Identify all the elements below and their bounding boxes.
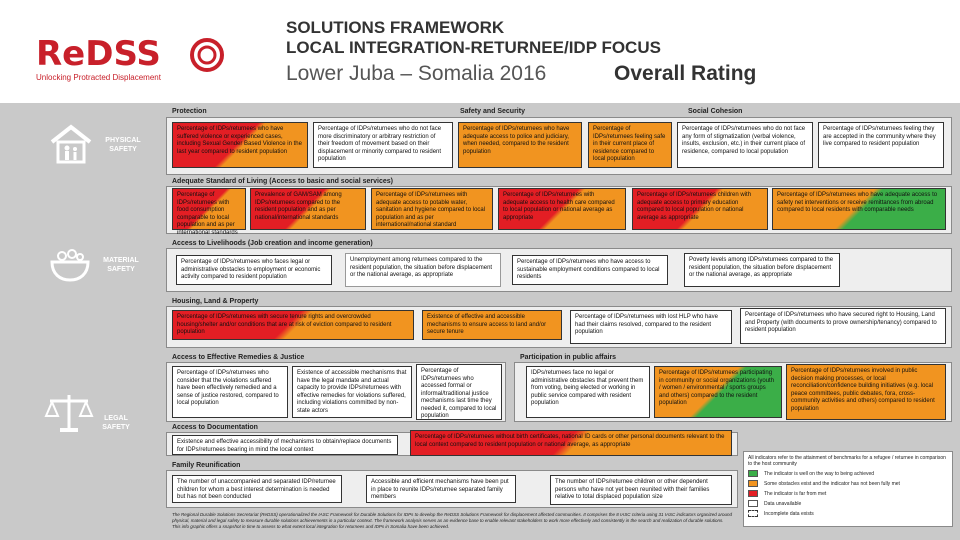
legend-item-dashed: [748, 510, 948, 517]
indicator-card: Existence of effective and accessible mechanisms to ensure access to land and/or secure tenure: [422, 310, 562, 340]
indicator-card: Percentage of IDPs/returnees with lost HLP who have had their claims resolved, compared to the resident population: [570, 310, 732, 344]
food-bowl-icon: [48, 246, 92, 282]
indicator-card: Percentage of IDPs/returnees feeling safe in their current place of residence compared to local population: [588, 122, 672, 168]
title-line-1: SOLUTIONS FRAMEWORK: [286, 18, 505, 37]
indicator-card: Percentage of IDPs/returnees without birth certificates, national ID cards or other personal documents relevant to the local context compared to resident population or national average, as appropriate: [410, 430, 732, 456]
footer-note: The Regional Durable Solutions Secretariat (ReDSS) operationalized the IASC Framework for Durable Solutions for IDPs to develop the ReDSS Solutions Framework for displacement affected communities. It comprises the 8 IASC criteria using 31 IASC indicators organized around physical, material and legal safety to measure durable solutions achievements in a particular context. The framework analysis serves as an evidence base to enable relevant stakeholders to work more effectively and consistently in the search and realization of durable solutions. This info graphic offers a snapshot in time to assess to what extent local integration for returnees and IDPs in Somalia have been achieved.: [172, 512, 733, 529]
legend-item-green: [748, 470, 948, 477]
indicator-card: Percentage of IDPs/returnees who do not face more discriminatory or arbitrary restriction of their freedom of movement based on their displacement or minority compared to resident population: [313, 122, 453, 168]
indicator-card: Accessible and efficient mechanisms have been put in place to reunite IDPs/returnee separated family members: [366, 475, 516, 503]
indicator-card: Percentage of IDPs/returnees who have access to sustainable employment conditions compared to local residents: [512, 255, 668, 285]
legend-intro: All indicators refer to the attainment of benchmarks for a refugee / returnee in comparison to the host community: [748, 455, 946, 467]
indicator-card: Percentage of IDPs/returnees with adequate access to potable water, sanitation and hygiene compared to local population and as per international/national standard: [371, 188, 493, 230]
indicator-card: Percentage of IDPs/returnees participating in community or social organizations (youth / women / environmental / sports groups and others) compared to the resident population: [654, 366, 782, 418]
subhead-hlp: Housing, Land & Property: [172, 298, 259, 305]
indicator-card: Percentage of IDPs/returnees involved in public decision making processes, or local reconciliation/confidence building initiatives (e.g. local peace committees, public debates, fora, cross-community activities and others) compared to resident population: [786, 364, 946, 420]
indicator-card: Percentage of IDPs/returnees who have adequate access to police and judiciary, when needed, compared to the resident population: [458, 122, 582, 168]
legend-item-white: [748, 500, 948, 507]
legend-label: The indicator is well on the way to being achieved: [764, 470, 875, 477]
location-title: Lower Juba – Somalia 2016: [286, 62, 547, 85]
legend-swatch-orange: [748, 480, 758, 487]
logo-tagline: Unlocking Protracted Displacement: [36, 73, 161, 82]
indicator-card: Percentage of IDPs/returnees who faces legal or administrative obstacles to employment or economic activity compared to resident population: [176, 255, 332, 285]
indicator-card: Percentage of IDPs/returnees with adequate access to health care compared to local population or national average as appropriate: [498, 188, 626, 230]
indicator-card: The number of unaccompanied and separated IDP/returnee children for whom a best interest determination is needed but has not been conducted: [172, 475, 342, 503]
subhead-adequate-standard: Adequate Standard of Living (Access to basic and social services): [172, 178, 393, 185]
subhead-social-cohesion: Social Cohesion: [688, 108, 743, 115]
indicator-card: Percentage of IDPs/returnees with secure tenure rights and overcrowded housing/shelter and/or conditions that are at risk of eviction compared to resident population: [172, 310, 414, 340]
indicator-card: Percentage of IDPs/returnees children with adequate access to primary education compared to local population or national average as appropriate: [632, 188, 768, 230]
legend-swatch-dashed: [748, 510, 758, 517]
legend-swatch-green: [748, 470, 758, 477]
legend-swatch-white: [748, 500, 758, 507]
legend-item-red: [748, 490, 948, 497]
physical-safety-label: PHYSICAL SAFETY: [105, 137, 141, 153]
legend-label: The indicator is far from met: [764, 490, 827, 497]
indicator-card: Existence and effective accessibility of mechanisms to obtain/replace documents for IDPs/returnees bearing in mind the local context: [172, 435, 398, 455]
indicator-card: Unemployment among returnees compared to the resident population, the situation before displacement or the national average, as appropriate: [345, 253, 501, 287]
legend-label: Incomplete data exists: [764, 510, 814, 517]
legal-safety-label: LEGAL SAFETY: [102, 415, 130, 431]
subhead-protection: Protection: [172, 108, 207, 115]
subhead-remedies: Access to Effective Remedies & Justice: [172, 354, 305, 361]
indicator-card: Percentage of IDPs/returnees who do not face any form of stigmatization (verbal violence, insults, exclusion, etc.) in their current place of residence, compared to local population: [677, 122, 813, 168]
indicator-card: The number of IDPs/returnee children or other dependent persons who have not yet been reunited with their families relative to total displaced population size: [550, 475, 732, 505]
logo-word: ReDSS: [36, 34, 161, 74]
scales-of-justice-icon: [44, 392, 94, 434]
legend-label: Data unavailable: [764, 500, 802, 507]
indicator-card: Prevalence of GAM/SAM among IDPs/returnees compared to the resident population and as per national/international standards: [250, 188, 366, 230]
legend-swatch-red: [748, 490, 758, 497]
header: [0, 0, 960, 103]
indicator-card: Percentage of IDPs/returnees who have secured right to Housing, Land and Property (with documents to prove ownership/tenancy) compared to resident population: [740, 308, 946, 344]
subhead-safety-security: Safety and Security: [460, 108, 525, 115]
indicator-card: Percentage of IDPs/returnees with food consumption comparable to local population and as per international standards: [172, 188, 246, 230]
subhead-family: Family Reunification: [172, 462, 241, 469]
indicator-card: IDPs/returnees face no legal or administrative obstacles that prevent them from voting, being elected or working in public service compared with resident population: [526, 366, 650, 418]
indicator-card: Percentage of IDPs/returnees who consider that the violations suffered have been effectively remedied and a sense of justice restored, compared to local population: [172, 366, 288, 418]
title-line-2: LOCAL INTEGRATION-RETURNEE/IDP FOCUS: [286, 38, 661, 57]
legend: [743, 451, 953, 527]
overall-rating-title: Overall Rating: [614, 62, 757, 85]
house-family-icon: [48, 124, 94, 164]
indicator-card: Percentage of IDPs/returnees who accessed formal or informal/traditional justice mechanisms last time they needed it, compared to local population: [416, 364, 502, 420]
logo-ring-icon: [190, 38, 224, 72]
indicator-card: Poverty levels among IDPs/returnees compared to the resident population, the situation before displacement or the national average, as appropriate: [684, 253, 840, 287]
legend-label: Some obstacles exist and the indicator has not been fully met: [764, 480, 900, 487]
subhead-livelihoods: Access to Livelihoods (Job creation and income generation): [172, 240, 373, 247]
indicator-card: Percentage of IDPs/returnees who have adequate access to safety net interventions or receive remittances from abroad compared to local residents with comparable needs: [772, 188, 946, 230]
material-safety-label: MATERIAL SAFETY: [103, 257, 139, 273]
legend-item-orange: [748, 480, 948, 487]
subhead-documentation: Access to Documentation: [172, 424, 258, 431]
indicator-card: Existence of accessible mechanisms that have the legal mandate and actual capacity to provide IDPs/returnees with effective remedies for violations suffered, including violations committed by non-state actors: [292, 366, 412, 418]
subhead-public-affairs: Participation in public affairs: [520, 354, 617, 361]
indicator-card: Percentage of IDPs/returnees who have suffered violence or experienced cases, including Sexual Gender Based Violence in the last year compared to resident population: [172, 122, 308, 168]
indicator-card: Percentage of IDPs/returnees feeling they are accepted in the community where they live compared to resident population: [818, 122, 944, 168]
